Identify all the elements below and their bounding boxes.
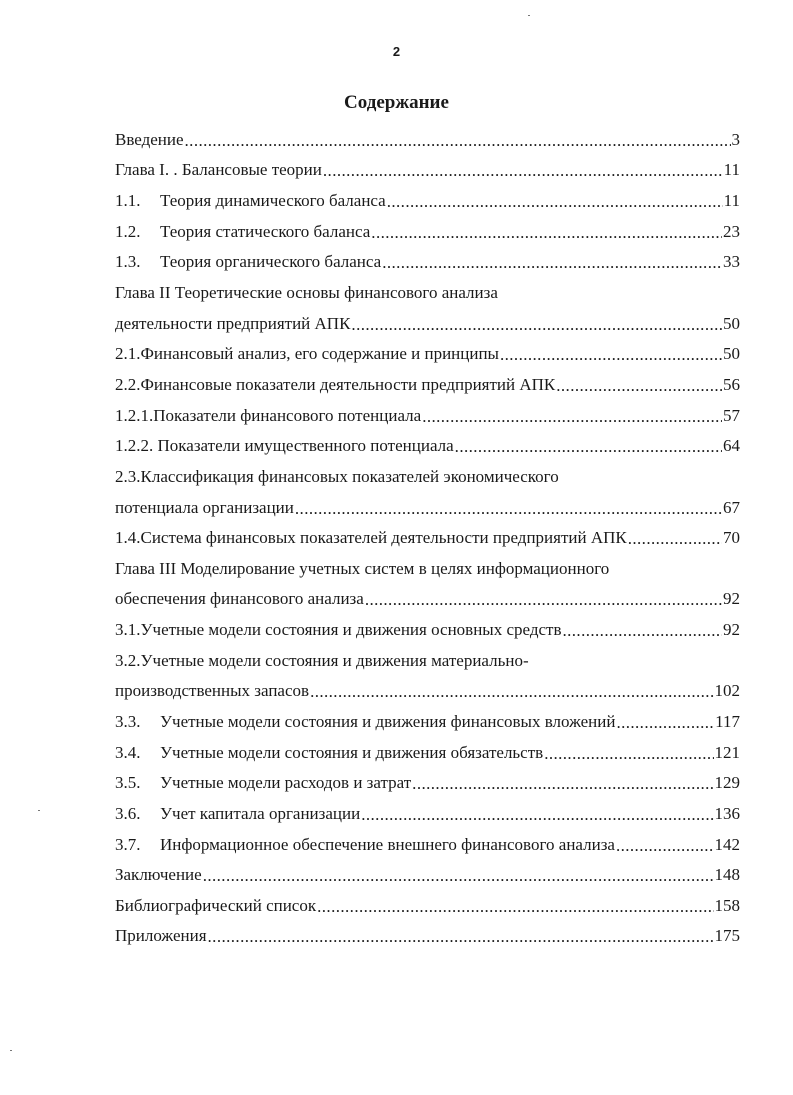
toc-entry-number: 1.2. xyxy=(115,221,141,241)
toc-entry-page: 11 xyxy=(723,160,740,180)
toc-entry xyxy=(115,400,740,431)
toc-entry xyxy=(115,584,740,615)
toc-entry xyxy=(115,645,740,676)
toc-entry-label: Учетные модели расходов и затрат xyxy=(160,773,412,793)
toc-leader-dots xyxy=(317,898,713,915)
toc-entry xyxy=(115,430,740,461)
toc-entry xyxy=(115,737,740,768)
toc-leader-dots xyxy=(556,377,722,394)
toc-entry xyxy=(115,492,740,523)
toc-entry-page: 129 xyxy=(714,773,740,793)
toc-entry-page: 57 xyxy=(723,405,740,425)
toc-leader-dots xyxy=(544,745,713,762)
toc-entry xyxy=(115,614,740,645)
toc-entry xyxy=(115,216,740,247)
toc-entry xyxy=(115,767,740,798)
toc-leader-dots xyxy=(562,622,722,639)
toc-entry-page: 121 xyxy=(714,742,740,762)
toc-leader-dots xyxy=(628,530,722,547)
toc-leader-dots xyxy=(412,775,713,792)
toc-entry xyxy=(115,247,740,278)
toc-entry-label: Теория статического баланса xyxy=(160,221,371,241)
toc-entry-number: 1.3. xyxy=(115,252,141,272)
scan-speck xyxy=(10,1050,12,1051)
toc-entry-label: деятельности предприятий АПК xyxy=(115,313,351,333)
toc-entry xyxy=(115,553,740,584)
toc-entry-label: Библиографический список xyxy=(115,895,317,915)
toc-leader-dots xyxy=(351,316,722,333)
toc-entry xyxy=(115,859,740,890)
toc-entry-label: 3.1.Учетные модели состояния и движения основных средств xyxy=(115,620,562,640)
toc-entry-label: Теория динамического баланса xyxy=(160,191,386,211)
toc-entry-page: 92 xyxy=(723,589,740,609)
toc-entry-number: 3.3. xyxy=(115,711,141,731)
toc-entry-label: 1.2.1.Показатели финансового потенциала xyxy=(115,405,422,425)
toc-entry xyxy=(115,829,740,860)
toc-leader-dots xyxy=(185,132,731,149)
toc-leader-dots xyxy=(455,438,722,455)
toc-entry-label: 1.4.Система финансовых показателей деятельности предприятий АПК xyxy=(115,528,627,548)
page-number: 2 xyxy=(392,44,401,59)
toc-entry-page: 148 xyxy=(714,865,740,885)
toc-entry-page: 136 xyxy=(714,803,740,823)
toc-entry xyxy=(115,461,740,492)
toc-leader-dots xyxy=(382,254,722,271)
toc-entry-label: Введение xyxy=(115,129,184,149)
toc-entry-label: Глава II Теоретические основы финансового анализа xyxy=(115,283,498,303)
toc-leader-dots xyxy=(203,867,714,884)
toc-entry-page: 64 xyxy=(723,436,740,456)
toc-leader-dots xyxy=(365,591,722,608)
toc-entry-page: 3 xyxy=(731,129,740,149)
toc-entry xyxy=(115,706,740,737)
toc-entry-page: 50 xyxy=(723,344,740,364)
toc-entry-label: Глава I. . Балансовые теории xyxy=(115,160,322,180)
toc-entry xyxy=(115,522,740,553)
scan-speck xyxy=(38,810,40,811)
toc-entry-label: Учет капитала организации xyxy=(160,803,361,823)
toc-entry-page: 23 xyxy=(723,221,740,241)
toc-leader-dots xyxy=(310,683,713,700)
page-title: Содержание xyxy=(344,92,449,113)
toc-leader-dots xyxy=(422,408,722,425)
toc-entry-page: 11 xyxy=(723,191,740,211)
toc-leader-dots xyxy=(387,193,723,210)
toc-entry-page: 142 xyxy=(714,834,740,854)
toc-entry-label: потенциала организации xyxy=(115,497,294,517)
toc-entry-number: 3.4. xyxy=(115,742,141,762)
toc-entry-label: Приложения xyxy=(115,926,207,946)
toc-leader-dots xyxy=(616,714,714,731)
toc-entry-label: Теория органического баланса xyxy=(160,252,382,272)
toc-leader-dots xyxy=(500,346,722,363)
toc-entry xyxy=(115,369,740,400)
toc-entry xyxy=(115,185,740,216)
toc-entry xyxy=(115,338,740,369)
toc-entry-page: 50 xyxy=(723,313,740,333)
toc-entry-label: 2.1.Финансовый анализ, его содержание и принципы xyxy=(115,344,499,364)
toc-entry-label: обеспечения финансового анализа xyxy=(115,589,364,609)
toc-entry-label: производственных запасов xyxy=(115,681,310,701)
toc-leader-dots xyxy=(323,162,723,179)
toc-entry xyxy=(115,277,740,308)
toc-entry-page: 33 xyxy=(723,252,740,272)
toc-entry xyxy=(115,155,740,186)
toc-entry-page: 92 xyxy=(723,620,740,640)
toc-entry xyxy=(115,798,740,829)
scan-speck xyxy=(528,15,530,16)
toc-entry xyxy=(115,921,740,952)
toc-leader-dots xyxy=(208,928,714,945)
toc-entry-number: 3.7. xyxy=(115,834,141,854)
toc-entry-page: 175 xyxy=(714,926,740,946)
toc-entry-label: Глава III Моделирование учетных систем в целях информационного xyxy=(115,558,610,578)
toc-leader-dots xyxy=(371,224,722,241)
toc-entry-label: Информационное обеспечение внешнего финансового анализа xyxy=(160,834,615,854)
toc-entry-page: 117 xyxy=(715,711,740,731)
toc-entry-label: 2.2.Финансовые показатели деятельности предприятий АПК xyxy=(115,374,556,394)
toc-entry-number: 3.5. xyxy=(115,773,141,793)
toc-entry-number: 1.1. xyxy=(115,191,141,211)
toc-entry-page: 102 xyxy=(714,681,740,701)
toc-entry-number: 3.6. xyxy=(115,803,141,823)
toc-entry-label: 3.2.Учетные модели состояния и движения материально- xyxy=(115,650,529,670)
toc-entry-label: 2.3.Классификация финансовых показателей экономического xyxy=(115,466,559,486)
toc-entry-label: Заключение xyxy=(115,865,202,885)
toc-entry-page: 67 xyxy=(723,497,740,517)
toc-entry xyxy=(115,676,740,707)
toc-entry-page: 70 xyxy=(723,528,740,548)
toc-leader-dots xyxy=(361,806,713,823)
toc-entry-page: 158 xyxy=(714,895,740,915)
toc-leader-dots xyxy=(295,500,722,517)
toc-entry-label: 1.2.2. Показатели имущественного потенциала xyxy=(115,436,454,456)
toc-entry xyxy=(115,124,740,155)
toc-entry xyxy=(115,890,740,921)
toc-leader-dots xyxy=(616,837,714,854)
toc-entry-label: Учетные модели состояния и движения обязательств xyxy=(160,742,544,762)
toc-entry xyxy=(115,308,740,339)
table-of-contents xyxy=(115,124,740,951)
toc-entry-label: Учетные модели состояния и движения финансовых вложений xyxy=(160,711,616,731)
toc-entry-page: 56 xyxy=(723,374,740,394)
